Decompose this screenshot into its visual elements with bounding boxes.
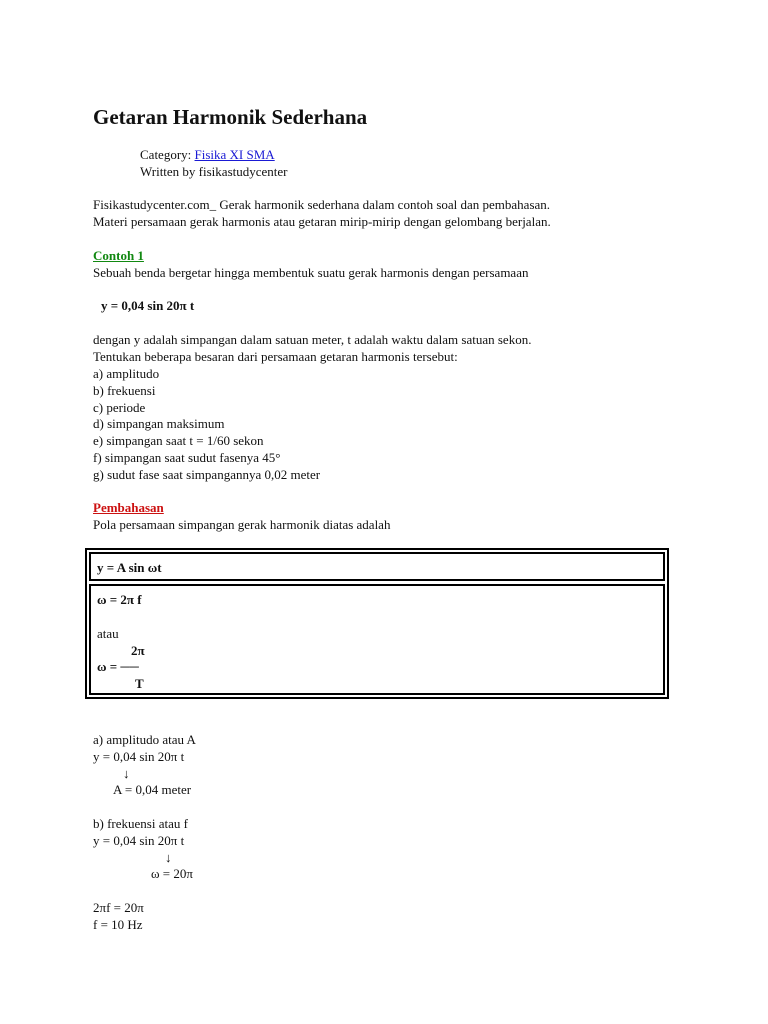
desc-line: Tentukan beberapa besaran dari persamaan getaran harmonis tersebut: bbox=[93, 348, 458, 364]
category-line bbox=[93, 147, 275, 164]
answer-a-title: a) amplitudo atau A bbox=[93, 732, 196, 747]
list-item: c) periode bbox=[93, 399, 146, 415]
category-link[interactable]: Fisika XI SMA bbox=[194, 147, 275, 162]
desc-line: dengan y adalah simpangan dalam satuan meter, t adalah waktu dalam satuan sekon. bbox=[93, 332, 532, 347]
list-item: d) simpangan maksimum bbox=[93, 416, 225, 432]
pembahasan-intro: Pola persamaan simpangan gerak harmonik diatas adalah bbox=[93, 517, 391, 532]
answer-a-equation: y = 0,04 sin 20π t bbox=[93, 748, 185, 764]
answer-b-step1: 2πf = 20π bbox=[93, 899, 144, 915]
contoh-description bbox=[93, 332, 531, 366]
contoh-heading: Contoh 1 bbox=[93, 248, 144, 263]
formula-atau: atau bbox=[97, 625, 119, 641]
list-item: g) sudut fase saat simpangannya 0,02 meter bbox=[93, 466, 321, 482]
intro-paragraph bbox=[93, 197, 551, 231]
answer-b-step2: f = 10 Hz bbox=[93, 916, 143, 932]
list-item: a) amplitudo bbox=[93, 366, 160, 381]
fraction-numerator: 2π bbox=[131, 642, 145, 658]
list-item: e) simpangan saat t = 1/60 sekon bbox=[93, 433, 264, 449]
formula-table bbox=[85, 548, 669, 699]
answer-b-title: b) frekuensi atau f bbox=[93, 816, 188, 831]
pembahasan-heading: Pembahasan bbox=[93, 500, 164, 515]
intro-line: Fisikastudycenter.com_ Gerak harmonik sederhana dalam contoh soal dan pembahasan. bbox=[93, 197, 551, 212]
contoh-statement: Sebuah benda bergetar hingga membentuk suatu gerak harmonis dengan persamaan bbox=[93, 265, 529, 280]
fraction-equation: ω = ── bbox=[97, 659, 139, 675]
formula-row bbox=[89, 552, 665, 581]
intro-line: Materi persamaan gerak harmonis atau getaran mirip-mirip dengan gelombang berjalan. bbox=[93, 213, 551, 229]
list-item: f) simpangan saat sudut fasenya 45° bbox=[93, 449, 281, 465]
list-item: b) frekuensi bbox=[93, 382, 156, 398]
author-line: Written by fisikastudycenter bbox=[140, 164, 288, 179]
down-arrow-icon: ↓ bbox=[123, 765, 130, 781]
formula-row bbox=[89, 584, 665, 695]
formula-omega: ω = 2π f bbox=[97, 592, 142, 607]
formula-y: y = A sin ωt bbox=[97, 560, 162, 575]
answer-b-equation: y = 0,04 sin 20π t bbox=[93, 832, 185, 848]
contoh-equation: y = 0,04 sin 20π t bbox=[101, 298, 195, 313]
fraction-denominator: T bbox=[135, 676, 144, 692]
category-label: Category: bbox=[140, 147, 195, 162]
answer-b bbox=[93, 816, 193, 934]
page-title: Getaran Harmonik Sederhana bbox=[93, 105, 368, 129]
down-arrow-icon: ↓ bbox=[165, 849, 172, 865]
answer-a bbox=[93, 732, 196, 799]
answer-a-result: A = 0,04 meter bbox=[113, 782, 192, 798]
answer-b-result: ω = 20π bbox=[151, 866, 193, 882]
question-list bbox=[93, 366, 320, 484]
